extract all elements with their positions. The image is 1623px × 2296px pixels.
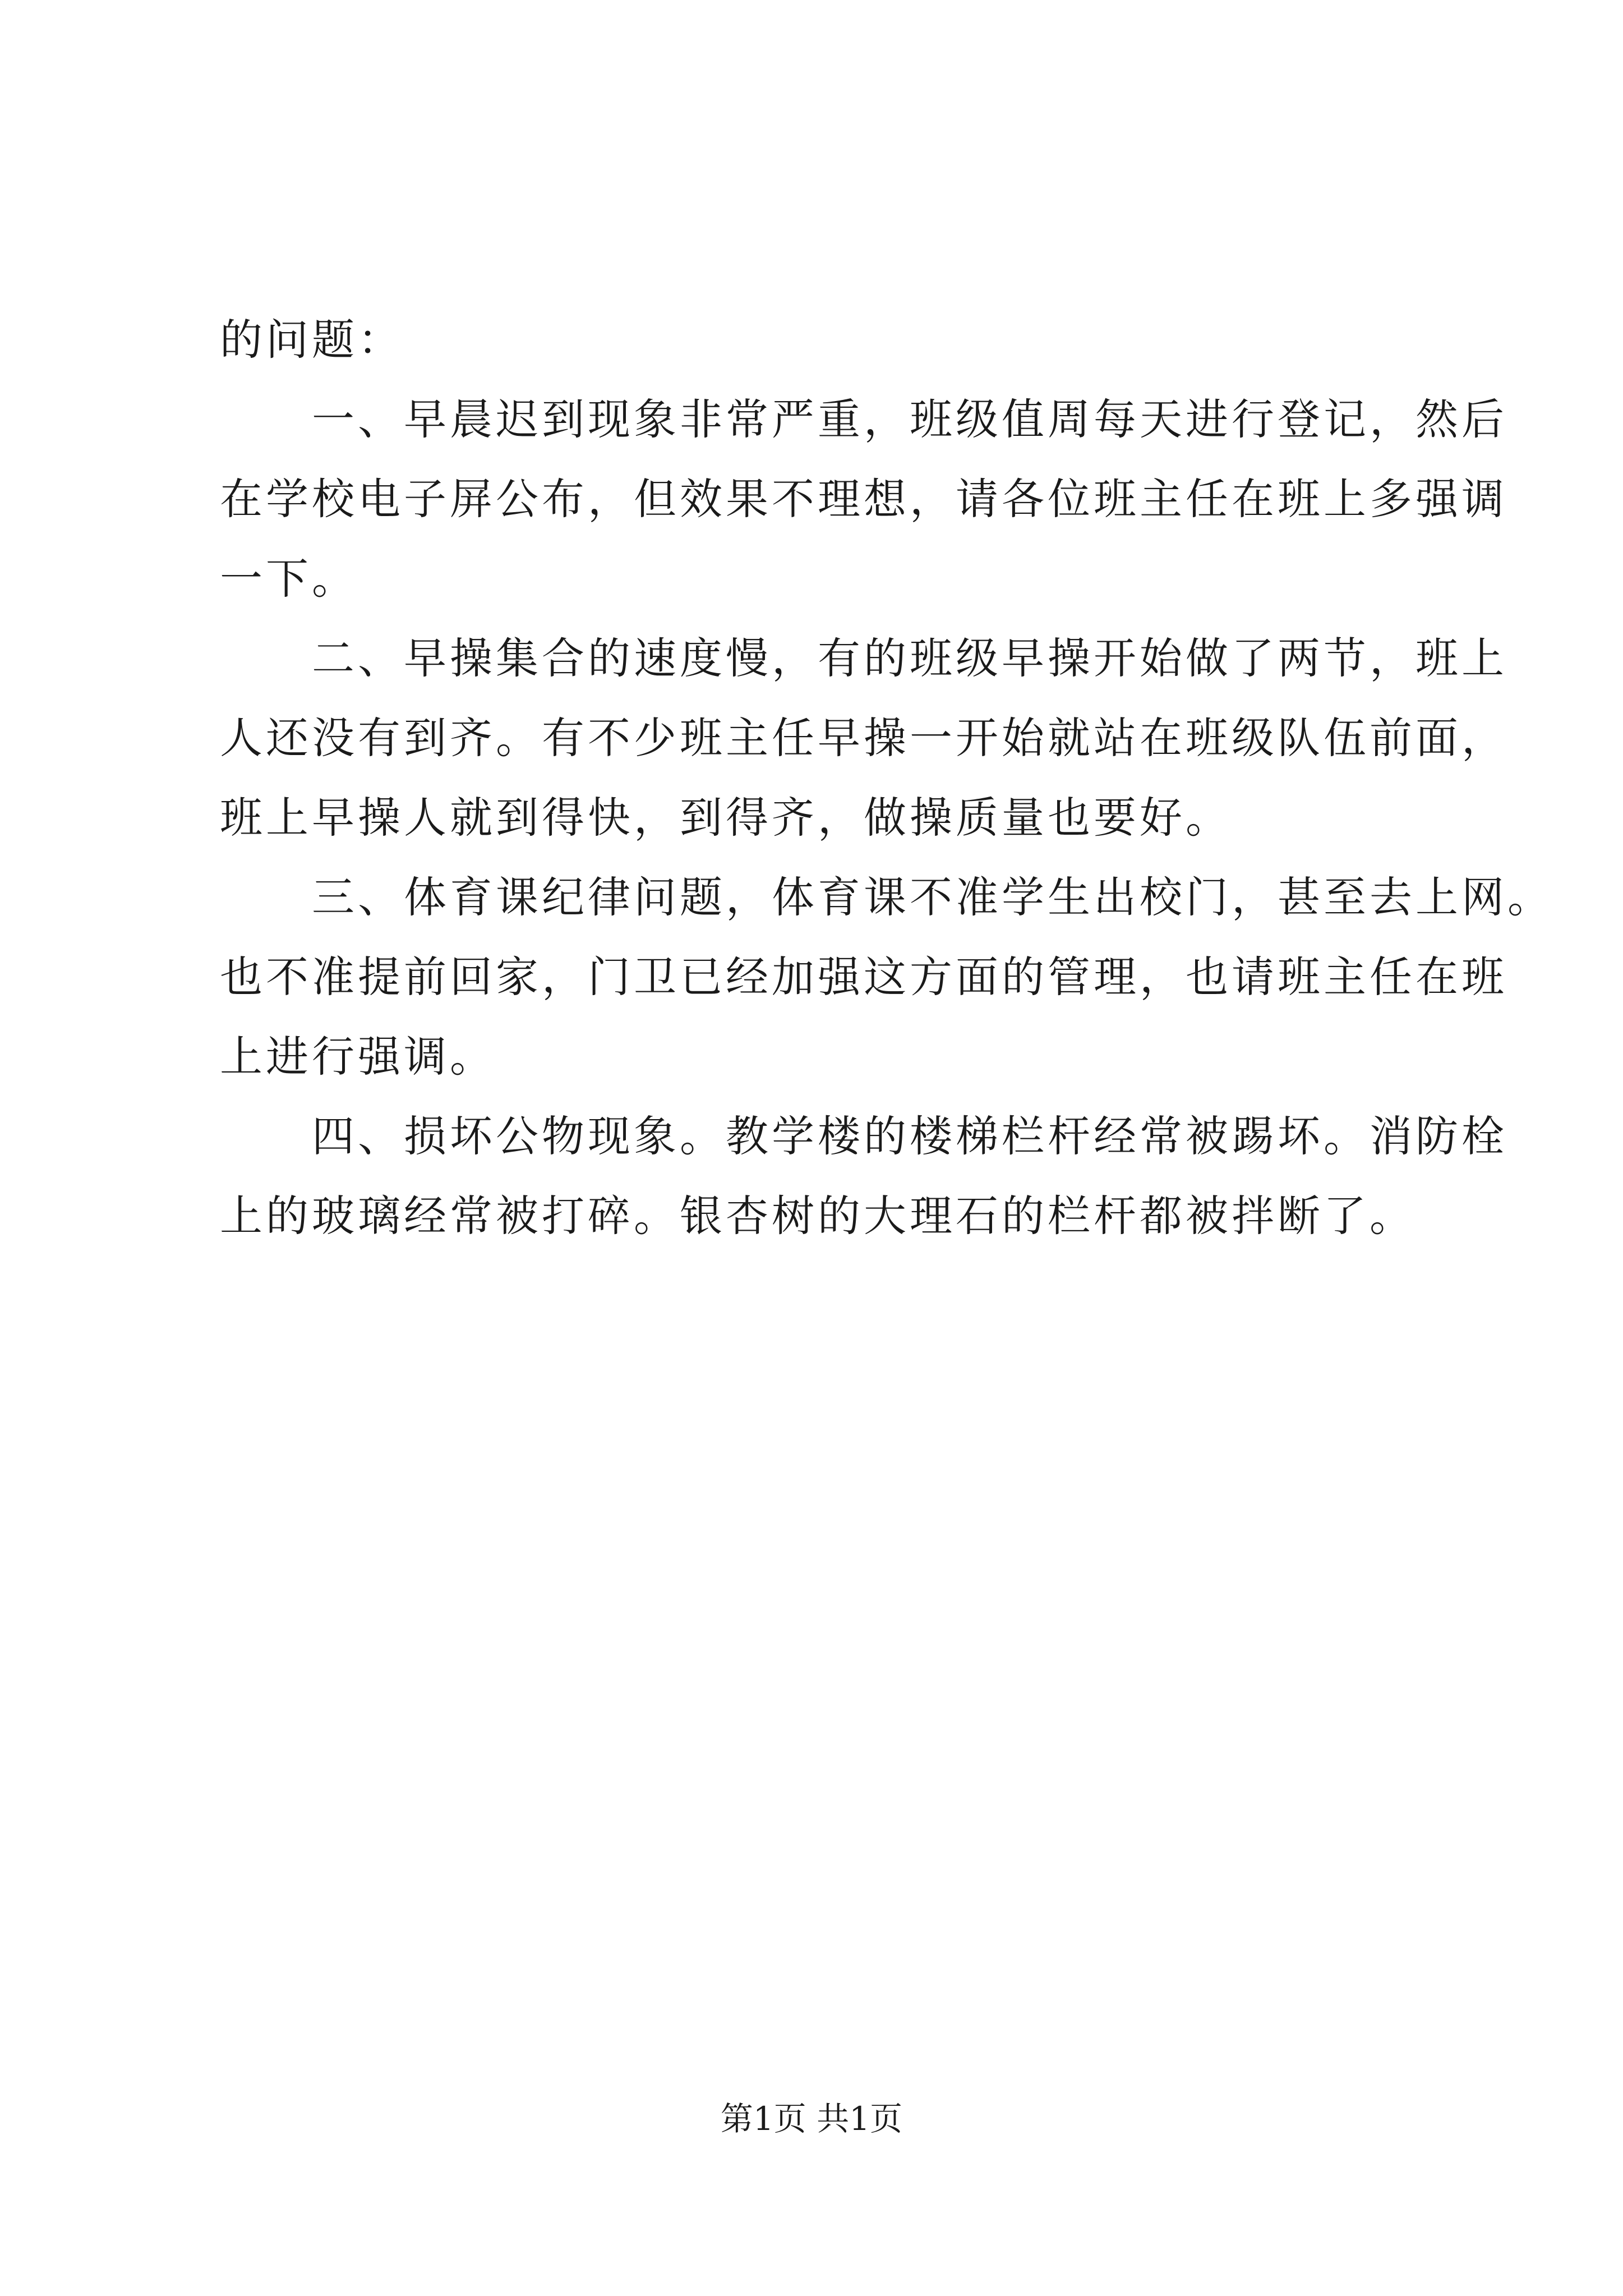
text-line: 一下。: [220, 554, 358, 604]
text-line: 上的玻璃经常被打碎。银杏树的大理石的栏杆都被拌断了。: [220, 1191, 1415, 1241]
text-line: 人还没有到齐。有不少班主任早操一开始就站在班级队伍前面，: [220, 713, 1507, 763]
text-line: 三、体育课纪律问题，体育课不准学生出校门，甚至去上网。: [220, 872, 1553, 922]
page-number: 第1页 共1页: [720, 2100, 903, 2138]
text-line: 上进行强调。: [220, 1032, 496, 1082]
page-footer: [0, 2092, 1623, 2139]
text-line: 也不准提前回家，门卫已经加强这方面的管理，也请班主任在班: [220, 952, 1507, 1002]
text-line: 的问题：: [220, 315, 404, 365]
text-line: 一、早晨迟到现象非常严重，班级值周每天进行登记，然后: [220, 394, 1507, 444]
document-body: [220, 300, 1553, 1256]
text-line: 在学校电子屏公布，但效果不理想，请各位班主任在班上多强调: [220, 474, 1507, 524]
text-line: 二、早操集合的速度慢，有的班级早操开始做了两节，班上: [220, 633, 1507, 683]
text-line: 四、损坏公物现象。教学楼的楼梯栏杆经常被踢坏。消防栓: [220, 1111, 1507, 1161]
text-line: 班上早操人就到得快，到得齐，做操质量也要好。: [220, 793, 1232, 843]
